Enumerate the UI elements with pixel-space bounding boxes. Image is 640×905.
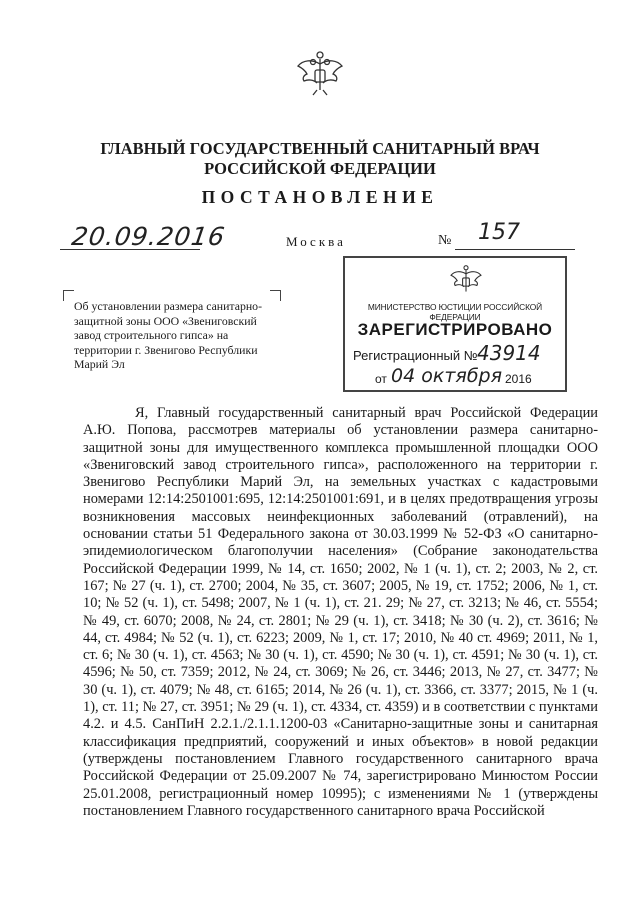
document-type: ПОСТАНОВЛЕНИЕ	[201, 187, 439, 207]
stamp-reg-label: Регистрационный №	[353, 348, 478, 363]
coat-of-arms-icon	[295, 50, 345, 96]
number-underline	[455, 249, 575, 250]
stamp-reg-date: 04 октября	[391, 365, 503, 387]
stamp-registered: ЗАРЕГИСТРИРОВАНО	[357, 320, 553, 339]
document-body	[83, 405, 598, 820]
registration-stamp	[343, 256, 567, 392]
document-date: 20.09.2016	[69, 222, 228, 251]
subject-bracket-left	[63, 290, 74, 301]
number-label: №	[438, 233, 452, 248]
city-label: Москва	[286, 234, 346, 249]
stamp-emblem-icon	[449, 264, 483, 296]
stamp-reg-number: 43914	[477, 341, 541, 365]
stamp-year: 2016	[505, 372, 532, 386]
document-number: 157	[478, 220, 520, 245]
stamp-ministry: МИНИСТЕРСТВО ЮСТИЦИИ РОССИЙСКОЙ ФЕДЕРАЦИИ	[367, 302, 543, 322]
document-subject: Об установлении размера санитарно-защитной зоны ООО «Звениговский завод строительного гипса» на территории г. Звенигово Республики Марий Эл	[74, 299, 263, 372]
issuer-title-line2: РОССИЙСКОЙ ФЕДЕРАЦИИ	[204, 159, 436, 178]
body-paragraph: Я, Главный государственный санитарный врач Российской Федерации А.Ю. Попова, рассмотрев материалы об установлении размера санитарно-защитной зоны для имущественного комплекса промышленной площадки ООО «Звениговский завод строительного гипса», расположенного на территории г. Звенигово Республики Марий Эл, на земельных участках с кадастровыми номерами 12:14:2501001:695, 12:14:2501001:691, и в целях предотвращения угрозы возникновения массовых неинфекционных заболеваний (отравлений), на основании статьи 51 Федерального закона от 30.03.1999 № 52-ФЗ «О санитарно-эпидемиологическом благополучии населения» (Собрание законодательства Российской Федерации 1999, № 14, ст. 1650; 2002, № 1 (ч. 1), ст. 2; 2003, № 2, ст. 167; № 27 (ч. 1), ст. 2700; 2004, № 35, ст. 3607; 2005, № 19, ст. 1752; 2006, № 1, ст. 10; № 52 (ч. 1), ст. 5498; 2007, № 1 (ч. 1), ст. 21. 29; № 27, ст. 3213; № 46, ст. 5554; № 49, ст. 6070; 2008, № 24, ст. 2801; № 29 (ч. 1), ст. 3418; № 30 (ч. 2), ст. 3616; № 44, ст. 4984; № 52 (ч. 1), ст. 6223; 2009, № 1, ст. 17; 2010, № 40 ст. 4969; 2011, № 1, ст. 6; № 30 (ч. 1), ст. 4563; № 30 (ч. 1), ст. 4590; № 30 (ч. 1), ст. 4591; № 30 (ч. 1), ст. 4596; № 50, ст. 7359; 2012, № 24, ст. 3069; № 26, ст. 3446; 2013, № 27, ст. 3477; № 30 (ч. 1), ст. 4079; № 48, ст. 6165; 2014, № 26 (ч. 1), ст. 3366, ст. 3377; 2015, № 1 (ч. 1), ст. 11; № 27, ст. 3951; № 29 (ч. 1), ст. 4334, ст. 4359) и в соответствии с пунктами 4.2. и 4.5. СанПиН 2.2.1./2.1.1.1200-03 «Санитарно-защитные зоны и санитарная классификация предприятий, сооружений и иных объектов» в новой редакции (утверждены постановлением Главного государственного санитарного врача Российской Федерации от 25.09.2007 № 74, зарегистрировано Минюстом России 25.01.2008, регистрационный номер 10995); с изменениями № 1 (утверждены постановлением Главного государственного санитарного врача Российской	[83, 405, 598, 819]
issuer-title-line1: ГЛАВНЫЙ ГОСУДАРСТВЕННЫЙ САНИТАРНЫЙ ВРАЧ	[100, 139, 540, 158]
date-underline	[60, 249, 200, 250]
stamp-from-label: от	[375, 372, 387, 386]
